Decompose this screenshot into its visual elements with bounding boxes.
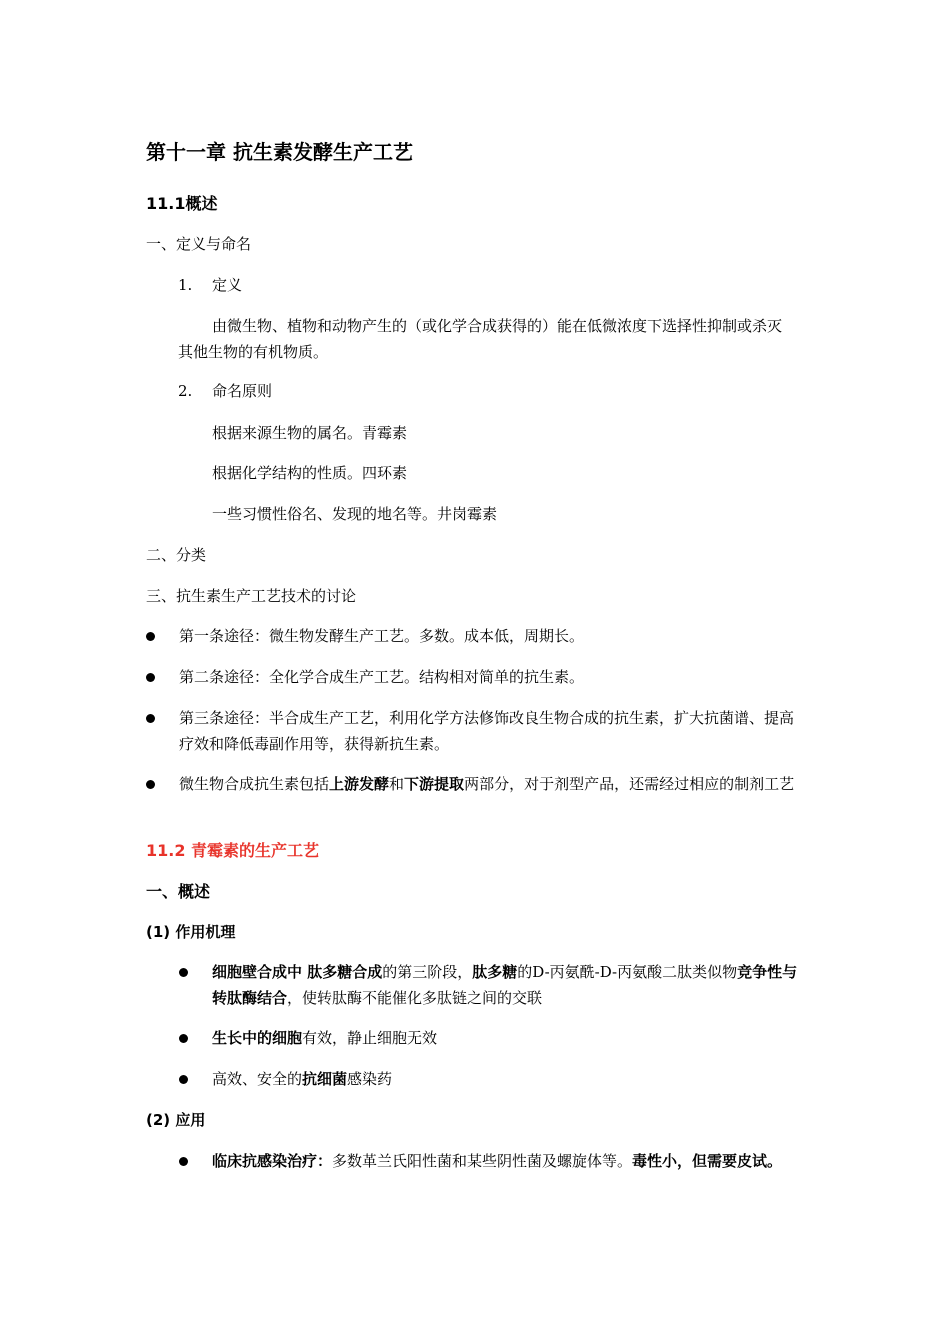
bullet-icon [146,780,155,789]
synthesis-bullet: 微生物合成抗生素包括上游发酵和下游提取两部分，对于剂型产品，还需经过相应的制剂工艺 [179,775,795,793]
naming-principle-label: 命名原则 [212,382,273,400]
item-number-2: 2. [178,382,193,400]
section-11-2-title: 11.2 青霉素的生产工艺 [146,841,320,860]
overview-heading: 一、概述 [146,882,211,901]
definition-label: 定义 [212,276,243,294]
bullet-icon [179,1075,188,1084]
bullet-icon [146,673,155,682]
application-bullet-1: 临床抗感染治疗：多数革兰氏阳性菌和某些阴性菌及螺旋体等。毒性小，但需要皮试。 [212,1152,783,1170]
mechanism-bullet-1: 细胞壁合成中 肽多糖合成的第三阶段，肽多糖的D-丙氨酰-D-丙氨酸二肽类似物竞争性与转肽酶结合，使转肽酶不能催化多肽链之间的交联 [212,963,798,1007]
mechanism-bullet-3: 高效、安全的抗细菌感染药 [212,1070,393,1088]
bullet-icon [146,714,155,723]
route-bullet-1: 第一条途径：微生物发酵生产工艺。多数。成本低，周期长。 [179,627,585,645]
definition-naming-heading: 一、定义与命名 [146,235,252,253]
section-11-1-title: 11.1概述 [146,194,218,213]
bullet-icon [146,632,155,641]
route-bullet-2: 第二条途径：全化学合成生产工艺。结构相对简单的抗生素。 [179,668,585,686]
definition-text: 由微生物、植物和动物产生的（或化学合成获得的）能在低微浓度下选择性抑制或杀灭其他生物的有机物质。 [178,317,783,361]
classification-heading: 二、分类 [146,546,207,564]
bullet-icon [179,1157,188,1166]
naming-rule: 根据来源生物的属名。青霉素 [212,424,408,442]
chapter-title: 第十一章 抗生素发酵生产工艺 [146,140,413,164]
naming-rule: 根据化学结构的性质。四环素 [212,464,408,482]
mechanism-bullet-2: 生长中的细胞有效，静止细胞无效 [212,1029,438,1047]
bullet-icon [179,1034,188,1043]
discussion-heading: 三、抗生素生产工艺技术的讨论 [146,587,357,605]
item-number-1: 1. [178,276,193,294]
naming-rule: 一些习惯性俗名、发现的地名等。井岗霉素 [212,505,498,523]
application-heading: (2) 应用 [146,1111,206,1129]
route-bullet-3: 第三条途径：半合成生产工艺，利用化学方法修饰改良生物合成的抗生素，扩大抗菌谱、提高疗效和降低毒副作用等，获得新抗生素。 [179,709,795,753]
mechanism-heading: (1) 作用机理 [146,923,236,941]
bullet-icon [179,968,188,977]
